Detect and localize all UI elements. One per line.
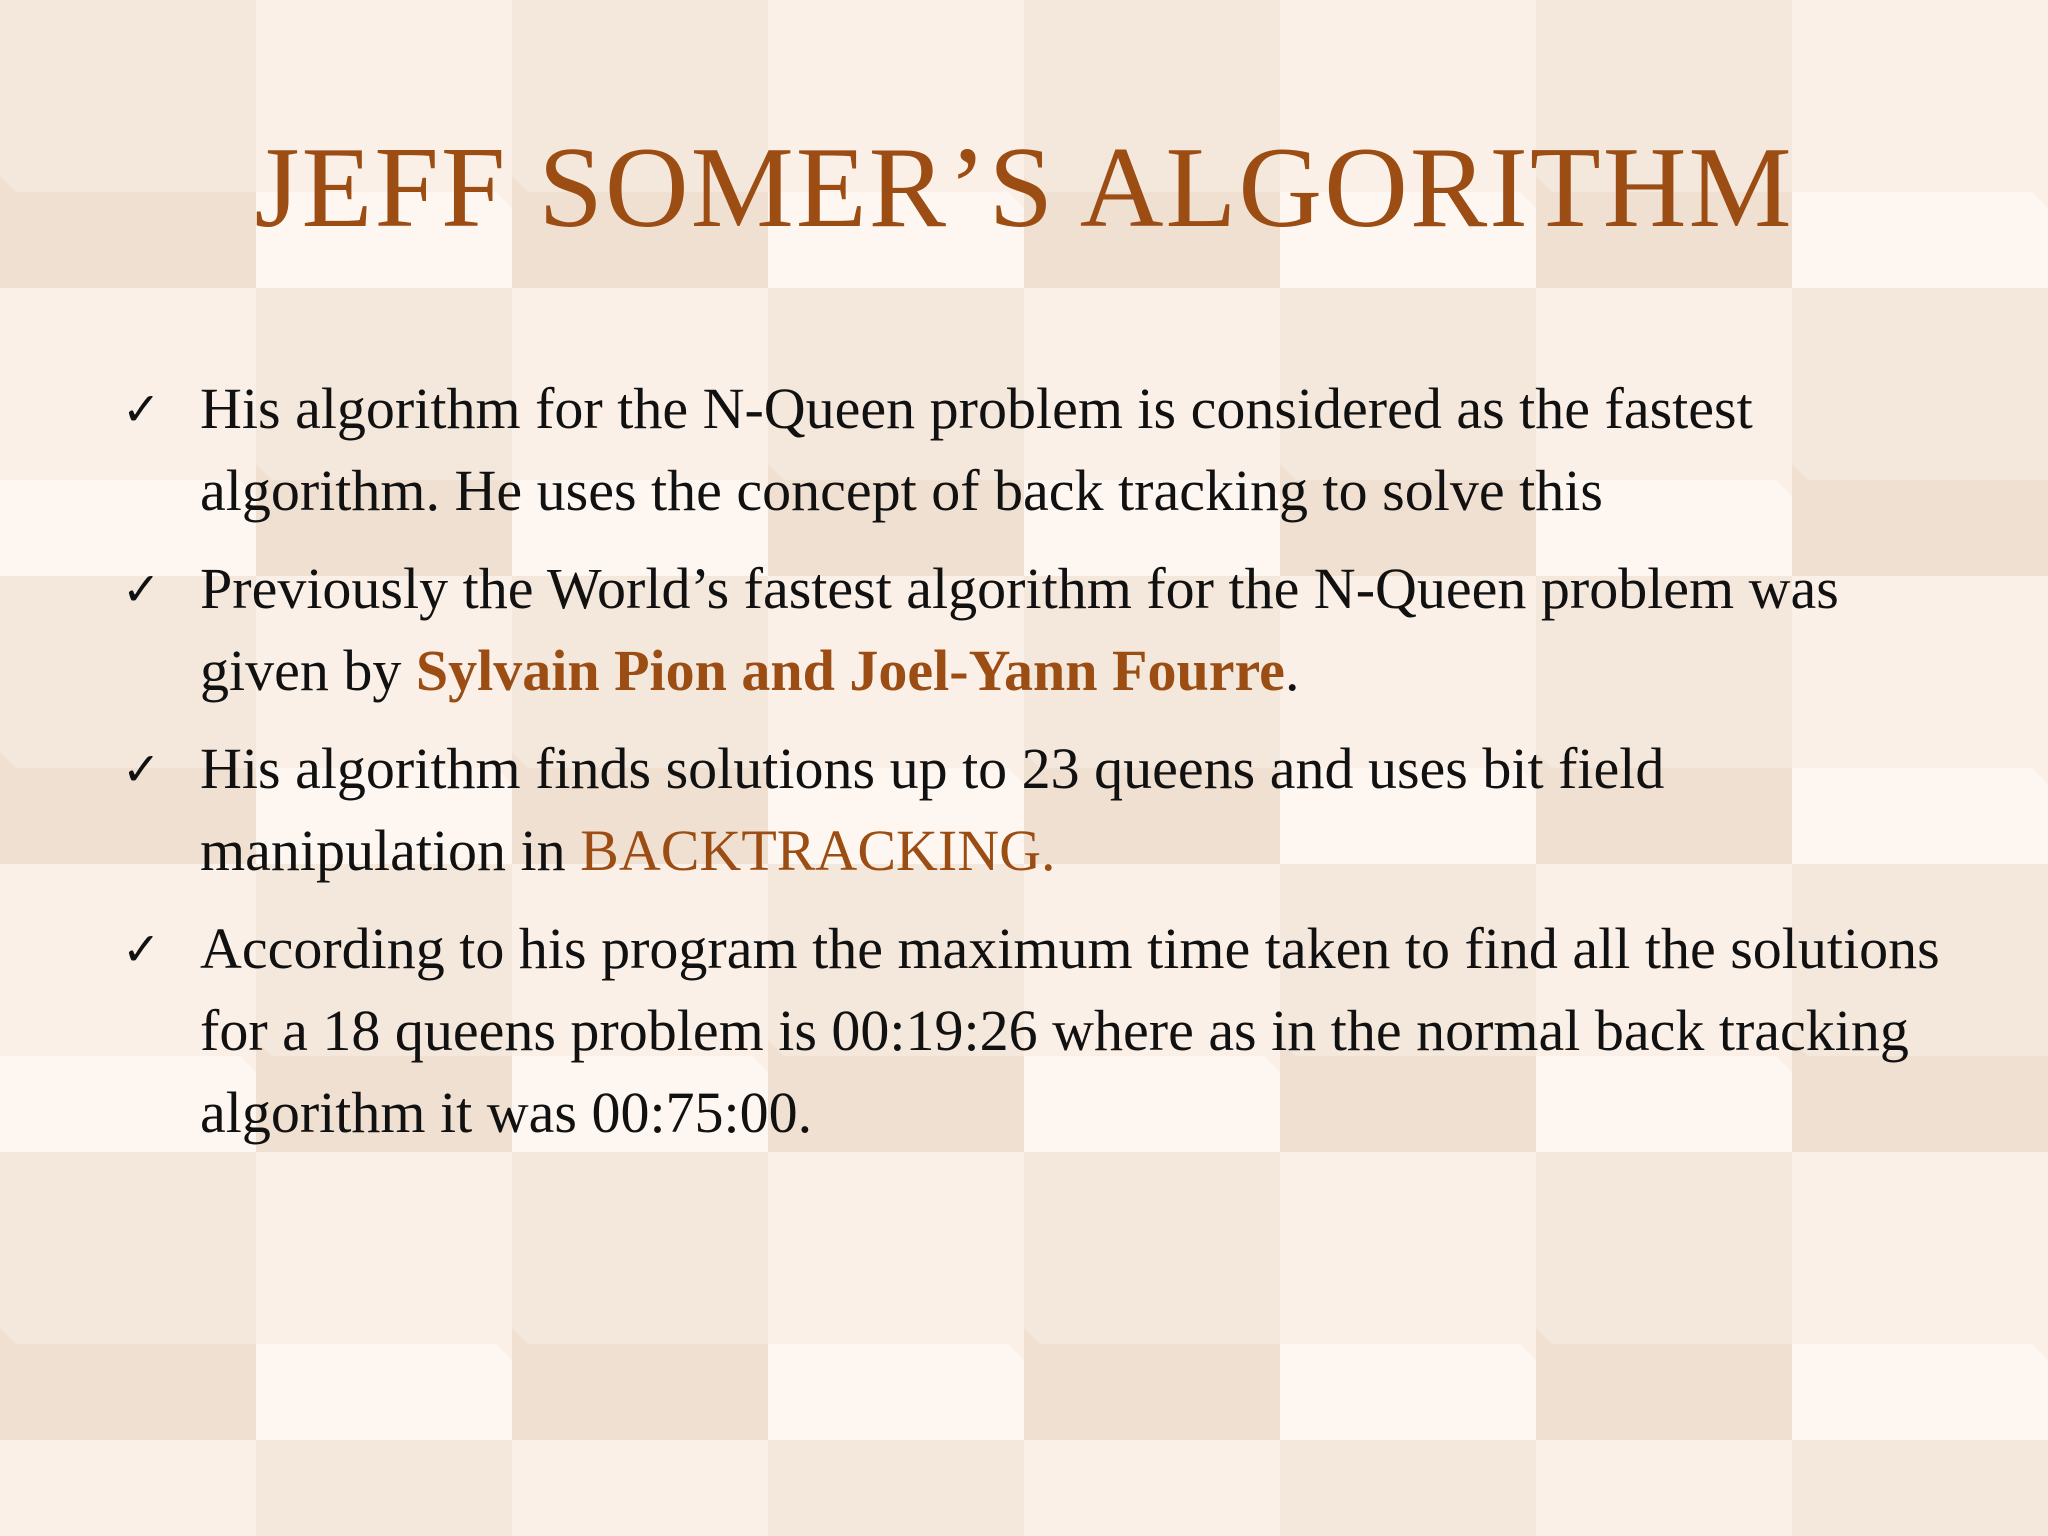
background-tile [256, 1152, 512, 1440]
background-tile [1280, 1440, 1536, 1536]
bullet-item [122, 548, 1982, 712]
bullet-text: His algorithm finds solutions up to 23 queens and uses bit field manipulation in [200, 736, 1665, 883]
bullet-text-end: . [1284, 638, 1300, 703]
background-tile [256, 1440, 512, 1536]
slide-title: JEFF SOMER’S ALGORITHM [254, 124, 1794, 252]
highlighted-names: Sylvain Pion and Joel-Yann Fourre [415, 638, 1285, 703]
background-tile [1792, 1440, 2048, 1536]
background-tile [1536, 1440, 1792, 1536]
bullet-item [122, 368, 1982, 532]
check-mark-icon: ✓ [122, 922, 161, 976]
background-tile [768, 1152, 1024, 1440]
background-tile [512, 1152, 768, 1440]
highlighted-keyword: BACKTRACKING. [580, 818, 1056, 883]
background-tile [1792, 1152, 2048, 1440]
check-mark-icon: ✓ [122, 382, 161, 436]
background-tile [0, 1152, 256, 1440]
check-mark-icon: ✓ [122, 562, 161, 616]
bullet-item [122, 728, 1982, 892]
background-tile [768, 1440, 1024, 1536]
bullet-list [122, 368, 1982, 1170]
background-tile [1024, 1152, 1280, 1440]
check-mark-icon: ✓ [122, 742, 161, 796]
background-tile [0, 1440, 256, 1536]
bullet-text: According to his program the maximum time taken to find all the solutions for a 18 queens problem is 00:19:26 where as in the normal back tracking algorithm it was 00:75:00. [200, 916, 1940, 1145]
background-tile [1280, 1152, 1536, 1440]
bullet-text: Previously the World’s fastest algorithm for the N-Queen problem was given by [200, 556, 1839, 703]
bullet-text: His algorithm for the N-Queen problem is considered as the fastest algorithm. He uses the concept of back tracking to solve this [200, 376, 1753, 523]
background-tile [512, 1440, 768, 1536]
background-tile [1024, 1440, 1280, 1536]
background-tile [1536, 1152, 1792, 1440]
bullet-item [122, 908, 1982, 1154]
